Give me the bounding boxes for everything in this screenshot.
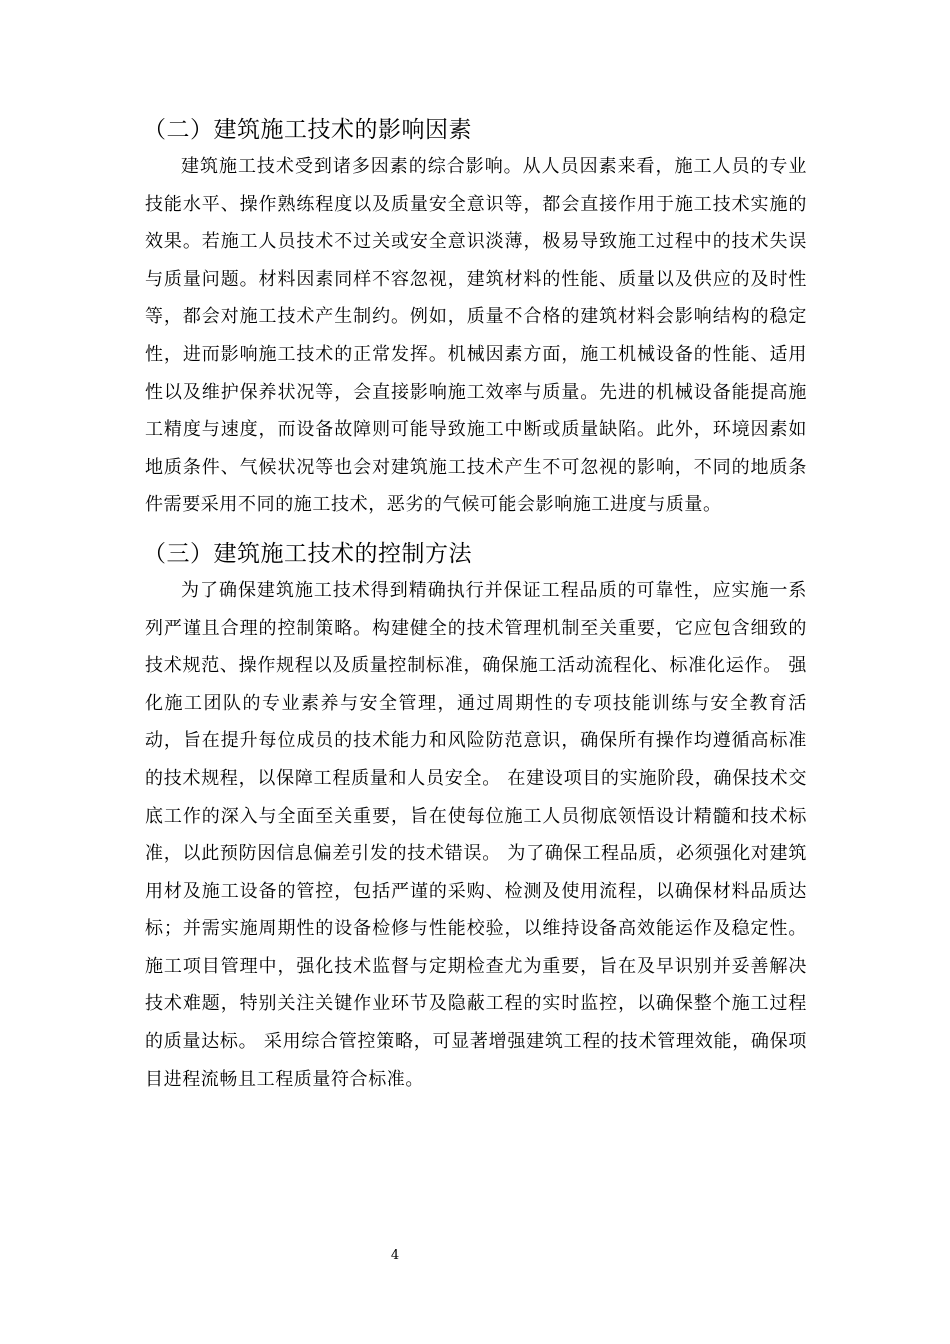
page-content (145, 112, 807, 1098)
paragraph-influencing-factors: 建筑施工技术受到诸多因素的综合影响。从人员因素来看，施工人员的专业技能水平、操作熟练程度以及质量安全意识等，都会直接作用于施工技术实施的效果。若施工人员技术不过关或安全意识淡薄，极易导致施工过程中的技术失误与质量问题。材料因素同样不容忽视，建筑材料的性能、质量以及供应的及时性等，都会对施工技术产生制约。例如，质量不合格的建筑材料会影响结构的稳定性，进而影响施工技术的正常发挥。机械因素方面，施工机械设备的性能、适用性以及维护保养状况等，会直接影响施工效率与质量。先进的机械设备能提高施工精度与速度，而设备故障则可能导致施工中断或质量缺陷。此外，环境因素如地质条件、气候状况等也会对建筑施工技术产生不可忽视的影响，不同的地质条件需要采用不同的施工技术，恶劣的气候可能会影响施工进度与质量。 (145, 156, 807, 516)
section-heading-control-methods: （三）建筑施工技术的控制方法 (143, 540, 472, 567)
paragraph-control-methods: 为了确保建筑施工技术得到精确执行并保证工程品质的可靠性，应实施一系列严谨且合理的控制策略。构建健全的技术管理机制至关重要，它应包含细致的技术规范、操作规程以及质量控制标准，确保施工活动流程化、标准化运作。 强化施工团队的专业素养与安全管理，通过周期性的专项技能训练与安全教育活动，旨在提升每位成员的技术能力和风险防范意识，确保所有操作均遵循高标准的技术规程，以保障工程质量和人员安全。 在建设项目的实施阶段，确保技术交底工作的深入与全面至关重要，旨在使每位施工人员彻底领悟设计精髓和技术标准，以此预防因信息偏差引发的技术错误。 为了确保工程品质，必须强化对建筑用材及施工设备的管控，包括严谨的采购、检测及使用流程，以确保材料品质达标；并需实施周期性的设备检修与性能校验，以维持设备高效能运作及稳定性。 施工项目管理中，强化技术监督与定期检查尤为重要，旨在及早识别并妥善解决技术难题，特别关注关键作业环节及隐蔽工程的实时监控，以确保整个施工过程的质量达标。 采用综合管控策略，可显著增强建筑工程的技术管理效能，确保项目进程流畅且工程质量符合标准。 (145, 579, 807, 1090)
section-heading-influencing-factors: （二）建筑施工技术的影响因素 (143, 117, 472, 143)
page-number: 4 (390, 1248, 400, 1263)
